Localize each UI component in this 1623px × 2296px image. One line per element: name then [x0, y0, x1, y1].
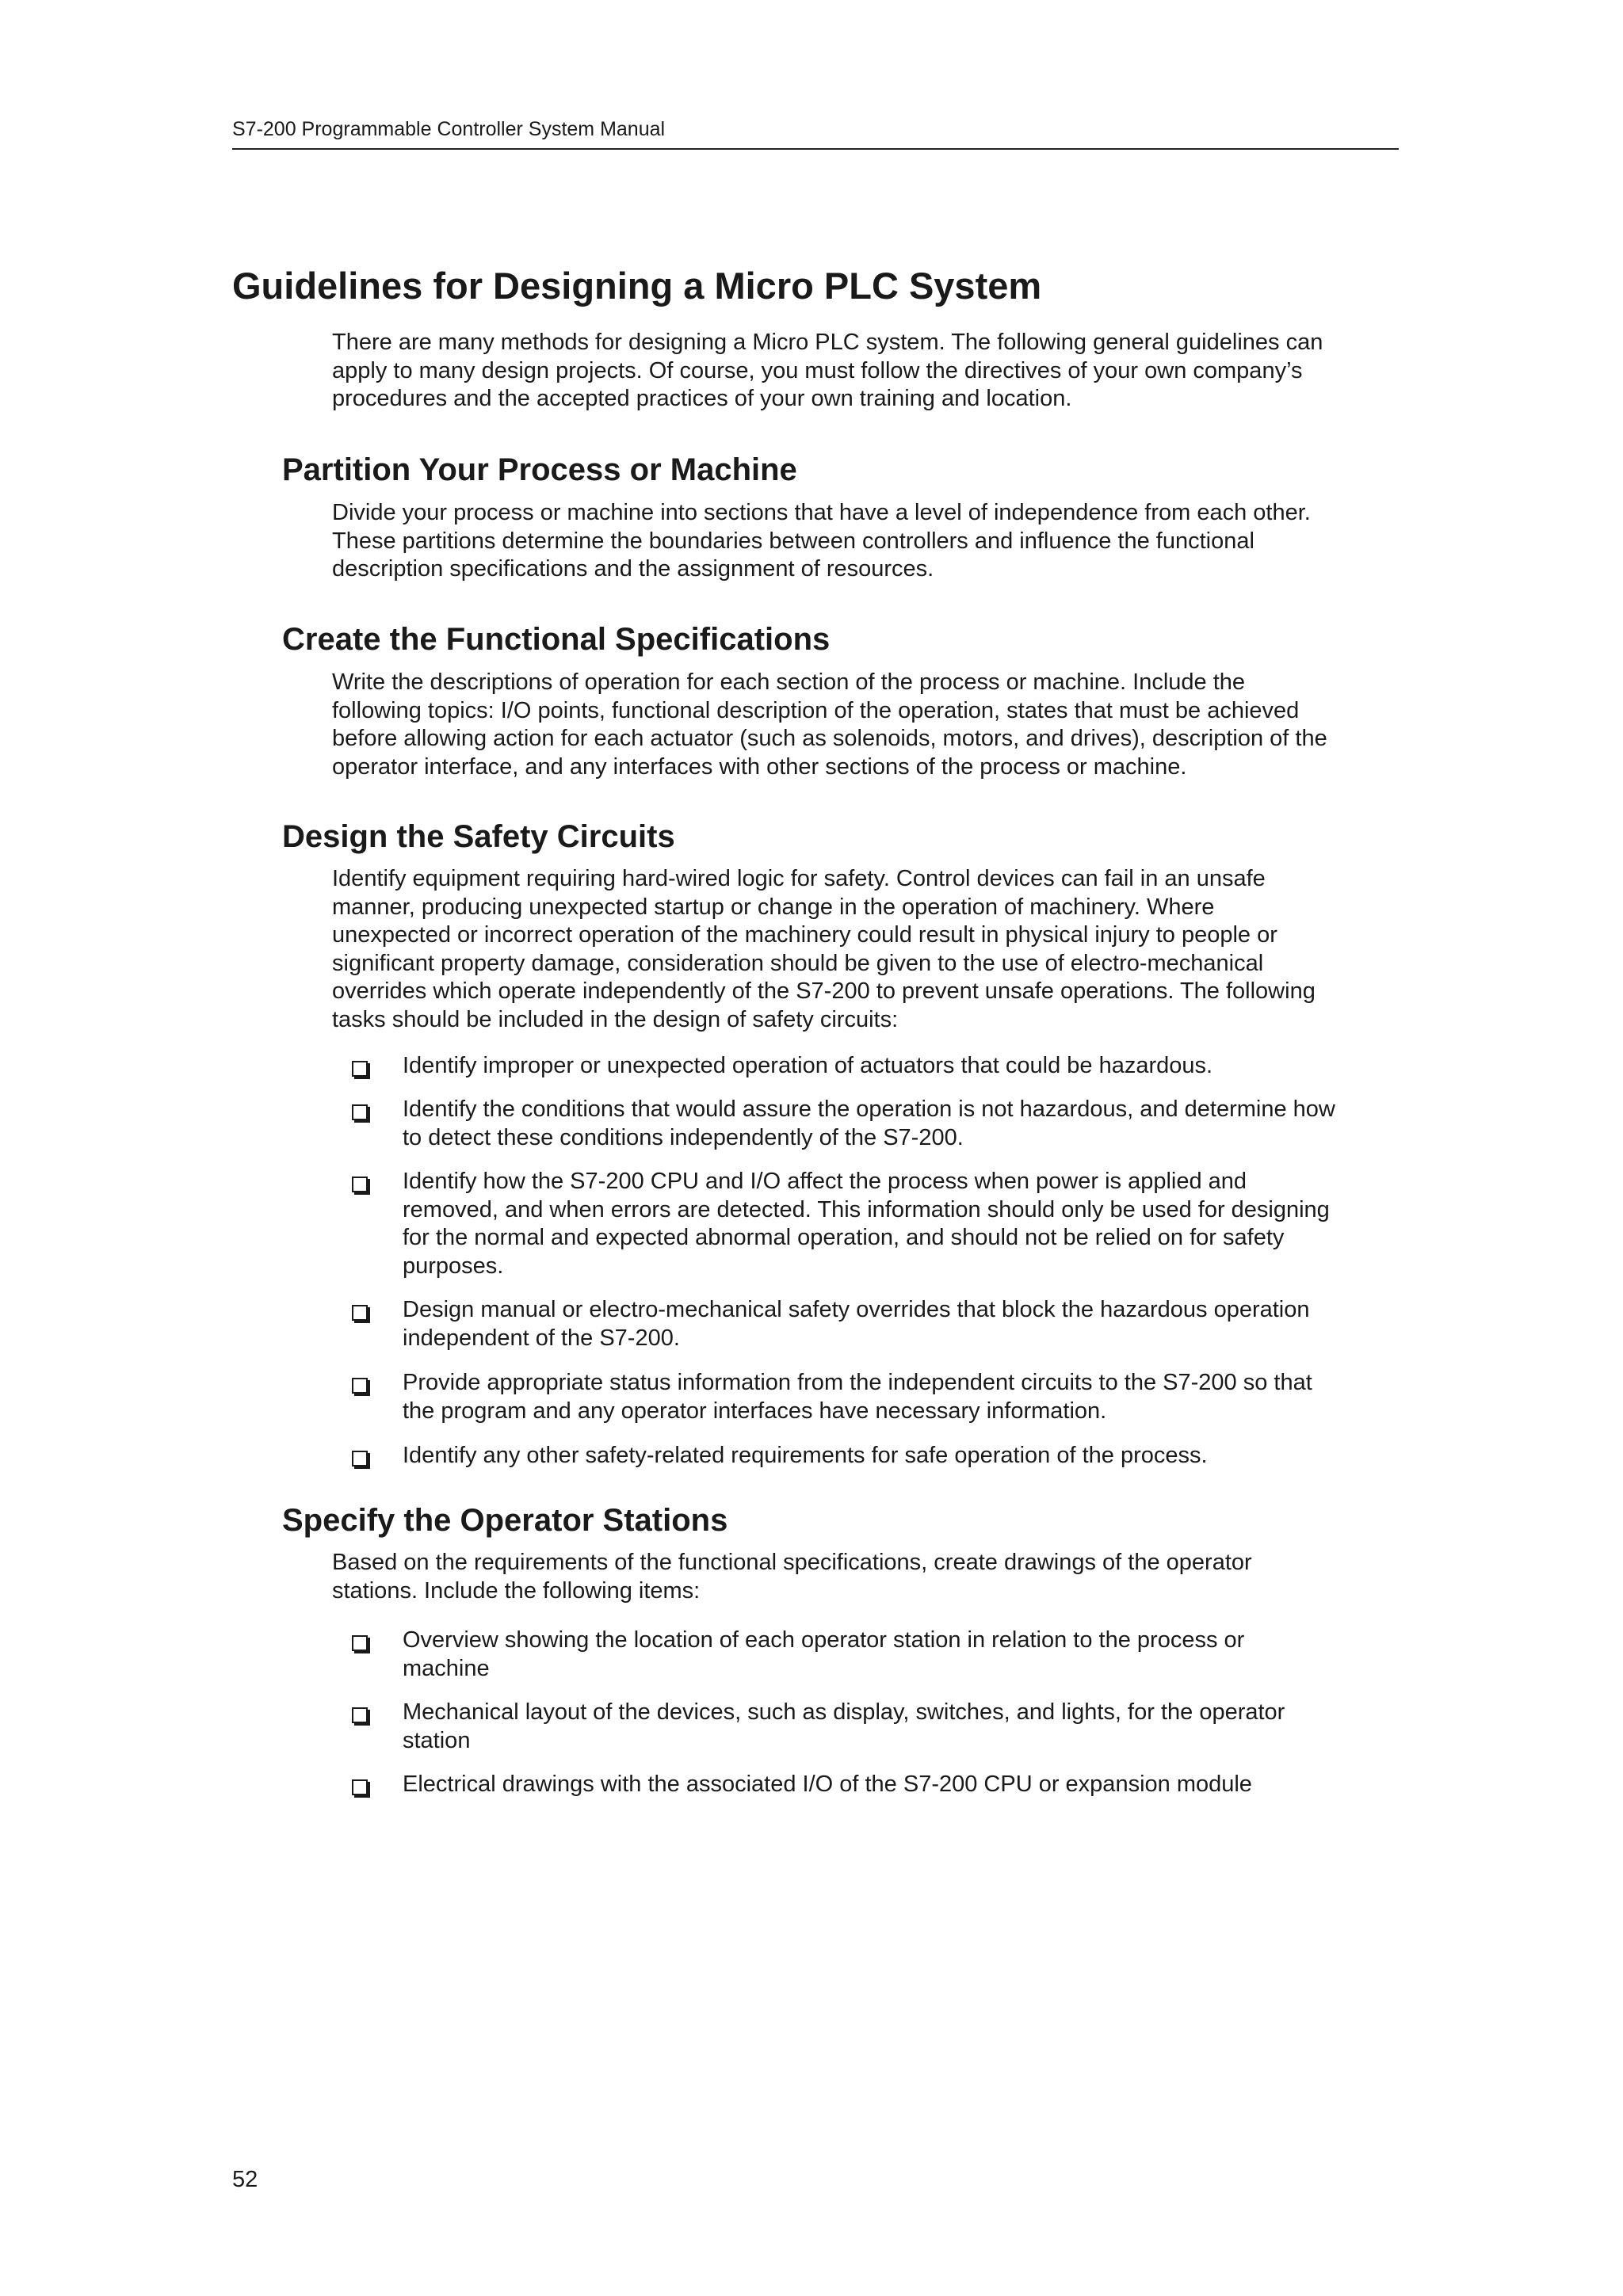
list-item-text: Overview showing the location of each operator station in relation to the process or machine	[403, 1627, 1245, 1681]
running-header	[232, 115, 1399, 150]
list-item	[352, 1627, 1414, 1683]
checkbox-bullet-icon	[352, 1305, 368, 1321]
checkbox-bullet-icon	[352, 1177, 368, 1192]
section-heading-partition: Partition Your Process or Machine	[282, 452, 797, 487]
list-item-text: Provide appropriate status information from the independent circuits to the S7-200 so that the program and any operator interfaces have necessary information.	[403, 1370, 1312, 1424]
list-item	[352, 1168, 1414, 1280]
page-title: Guidelines for Designing a Micro PLC System	[232, 265, 1042, 307]
section-body-safety-circuits: Identify equipment requiring hard-wired logic for safety. Control devices can fail in an unsafe manner, producing unexpected startup or change in the operation of machinery. Where unexpected or incorrect operation of the machinery could result in physical injury to people or significant property damage, consideration should be given to the use of electro-mechanical overrides which operate independently of the S7-200 to prevent unsafe operations. The following tasks should be included in the design of safety circuits:	[332, 866, 1316, 1032]
list-item	[352, 1771, 1414, 1799]
checkbox-bullet-icon	[352, 1061, 368, 1077]
list-item	[352, 1096, 1414, 1152]
section-body-functional-specs: Write the descriptions of operation for each section of the process or machine. Include the following topics: I/O points, functional description of the operation, states that must be achieved before allowing action for each actuator (such as solenoids, motors, and drives), description of the operator interface, and any interfaces with other sections of the process or machine.	[332, 669, 1327, 780]
running-header-title: S7-200 Programmable Controller System Manual	[232, 118, 666, 140]
section-heading-functional-specs: Create the Functional Specifications	[282, 622, 831, 657]
section-heading-safety-circuits: Design the Safety Circuits	[282, 819, 675, 854]
list-item-text: Identify any other safety-related requirements for safe operation of the process.	[403, 1443, 1208, 1468]
list-item	[352, 1052, 1414, 1081]
checkbox-bullet-icon	[352, 1707, 368, 1723]
page-number: 52	[232, 2167, 258, 2192]
section-body-partition: Divide your process or machine into sections that have a level of independence from each other. These partitions determine the boundaries between controllers and influence the functional description specifications and the assignment of resources.	[332, 500, 1311, 582]
list-item	[352, 1699, 1414, 1755]
checkbox-bullet-icon	[352, 1378, 368, 1394]
list-item-text: Identify improper or unexpected operation of actuators that could be hazardous.	[403, 1053, 1213, 1078]
list-item	[352, 1442, 1414, 1470]
list-item	[352, 1296, 1414, 1352]
checkbox-bullet-icon	[352, 1779, 368, 1795]
checkbox-bullet-icon	[352, 1635, 368, 1651]
section-body-operator-stations: Based on the requirements of the functional specifications, create drawings of the operator stations. Include the following items:	[332, 1550, 1252, 1604]
list-item-text: Identify the conditions that would assure the operation is not hazardous, and determine how to detect these conditions independently of the S7-200.	[403, 1097, 1335, 1150]
list-item-text: Design manual or electro-mechanical safety overrides that block the hazardous operation independent of the S7-200.	[403, 1297, 1310, 1351]
list-item-text: Electrical drawings with the associated I/O of the S7-200 CPU or expansion module	[403, 1772, 1252, 1797]
list-item-text: Identify how the S7-200 CPU and I/O affect the process when power is applied and removed, and when errors are detected. This information should only be used for designing for the normal and expected abnormal operation, and should not be relied on for safety purposes.	[403, 1169, 1330, 1279]
intro-paragraph: There are many methods for designing a Micro PLC system. The following general guidelines can apply to many design projects. Of course, you must follow the directives of your own company’s procedures and the accepted practices of your own training and location.	[332, 330, 1323, 411]
list-item	[352, 1369, 1414, 1425]
list-item-text: Mechanical layout of the devices, such as display, switches, and lights, for the operator station	[403, 1699, 1285, 1753]
checkbox-bullet-icon	[352, 1104, 368, 1120]
section-heading-operator-stations: Specify the Operator Stations	[282, 1503, 728, 1538]
checkbox-bullet-icon	[352, 1451, 368, 1466]
